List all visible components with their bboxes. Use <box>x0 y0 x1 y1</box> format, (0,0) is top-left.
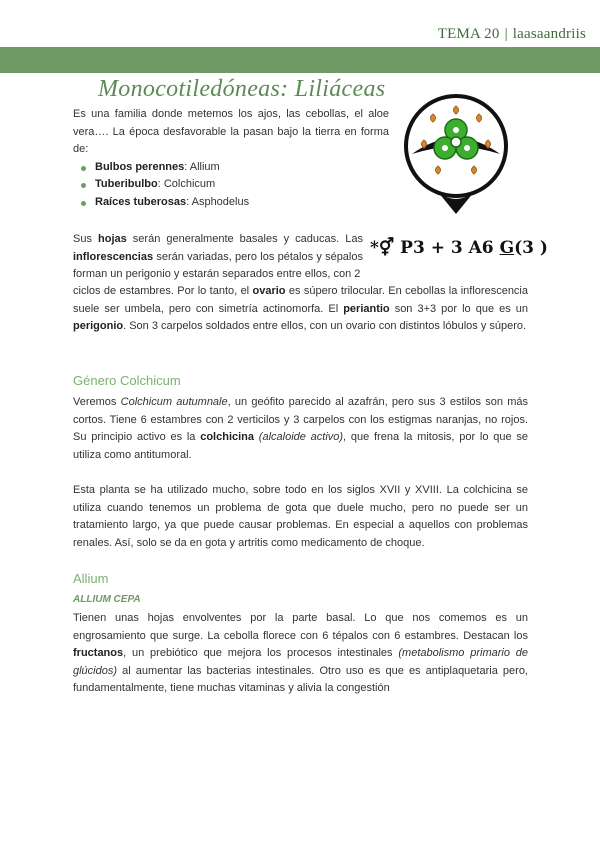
formula-symbols: *⚥ <box>370 238 395 258</box>
text: , un geófito parecido al azafrán, pero sus 3 estilos son más cortos. Tiene 6 estambres con 2 verticilos y 3 carpelos con los estigmas naranjas, no rojos. Su principio activo es la <box>73 396 529 443</box>
text: , que frena la mitosis, por lo que se utiliza como antitumoral. <box>73 431 528 461</box>
text: , un prebiótico que mejora los procesos intestinales <box>123 647 399 659</box>
paragraph-colchicum-2: Esta planta se ha utilizado mucho, sobre todo en los siglos XVII y XVIII. La colchicina se utiliza cuando tenemos un problema de gota que duele mucho, pero no puede ser un tratamiento largo, ya que puede causar problemas. En especial a aquellos con problemas renales. Así, solo se da en gota y artritis como medicamento de choque. <box>73 484 528 549</box>
floral-diagram <box>398 92 514 216</box>
subheading-allium-cepa: ALLIUM CEPA <box>73 594 141 605</box>
text: ciclos de estambres. Por lo tanto, el <box>73 285 253 297</box>
author-label: laasaandriis <box>512 26 586 42</box>
intro-text: Es una familia donde metemos los ajos, las cebollas, el aloe vera…. La época desfavorable la pasan bajo la tierra en forma de: <box>73 108 389 155</box>
text: . Son 3 carpelos soldados entre ellos, con un ovario con distintos lóbulos y súpero. <box>123 320 527 332</box>
paragraph-ovary <box>73 283 528 336</box>
bold-term: ovario <box>252 285 286 297</box>
header-bar <box>0 47 600 73</box>
bullet-text: : Colchicum <box>157 178 216 190</box>
paragraph-colchicum-1 <box>73 394 528 464</box>
list-item <box>95 176 389 194</box>
bold-term: hojas <box>98 233 127 245</box>
text: Tienen unas hojas envolventes por la parte basal. Lo que nos comemos es un engrosamiento que surge. La cebolla florece con 6 tépalos con 6 estambres. Destacan los <box>73 612 528 642</box>
text: son 3+3 por lo que es un <box>389 302 528 315</box>
italic-term: Colchicum autumnale <box>120 396 228 408</box>
bullet-text: : Allium <box>184 160 220 173</box>
text: Sus <box>73 233 99 245</box>
formula-gynoecium: G <box>499 238 515 258</box>
diagram-ovary <box>434 119 478 159</box>
text: es súpero trilocular. En cebollas la inflorescencia suele ser umbela, pero con simetría actinomorfa. El <box>73 285 528 315</box>
bold-term: periantio <box>343 302 390 315</box>
paragraph-allium <box>73 610 528 698</box>
intro-section <box>73 106 389 211</box>
bullet-bold: Tuberibulbo <box>95 178 158 190</box>
bold-term: inflorescencias <box>73 250 154 263</box>
formula-carpels: (3 ) <box>514 238 548 258</box>
italic-term: (alcaloide activo) <box>254 431 344 443</box>
bold-term: perigonio <box>73 320 124 332</box>
text: Veremos <box>73 396 121 408</box>
list-item <box>95 159 389 177</box>
bold-term: fructanos <box>73 647 124 659</box>
italic-term: (metabolismo primario de glúcidos) <box>73 647 528 677</box>
paragraph-leaves <box>73 231 363 284</box>
bullet-list <box>73 159 389 212</box>
section-heading-colchicum: Género Colchicum <box>73 373 181 388</box>
header-text <box>438 26 586 43</box>
formula-perianth: P3 + 3 A6 <box>400 238 500 258</box>
list-item <box>95 194 389 212</box>
page-title: Monocotiledóneas: Liliáceas <box>98 76 386 102</box>
bold-term: colchicina <box>200 431 255 443</box>
tema-label: TEMA 20 <box>437 26 500 42</box>
bullet-bold: Raíces tuberosas <box>95 195 187 208</box>
text: serán variadas, pero los pétalos y sépalos forman un perigonio y estarán separados entre ellos, con 2 <box>73 250 363 280</box>
floral-formula <box>370 238 548 258</box>
text: al aumentar las bacterias intestinales. Otro uso es que es antiplaquetaria pero, fundamentalmente, tiene muchas vitaminas y alivia la congestión <box>73 664 528 694</box>
bullet-text: : Asphodelus <box>186 195 250 208</box>
section-heading-allium: Allium <box>73 571 109 586</box>
header-separator: | <box>504 26 508 42</box>
text: serán generalmente basales y caducas. Las <box>126 233 363 245</box>
bullet-bold: Bulbos perennes <box>95 160 185 173</box>
